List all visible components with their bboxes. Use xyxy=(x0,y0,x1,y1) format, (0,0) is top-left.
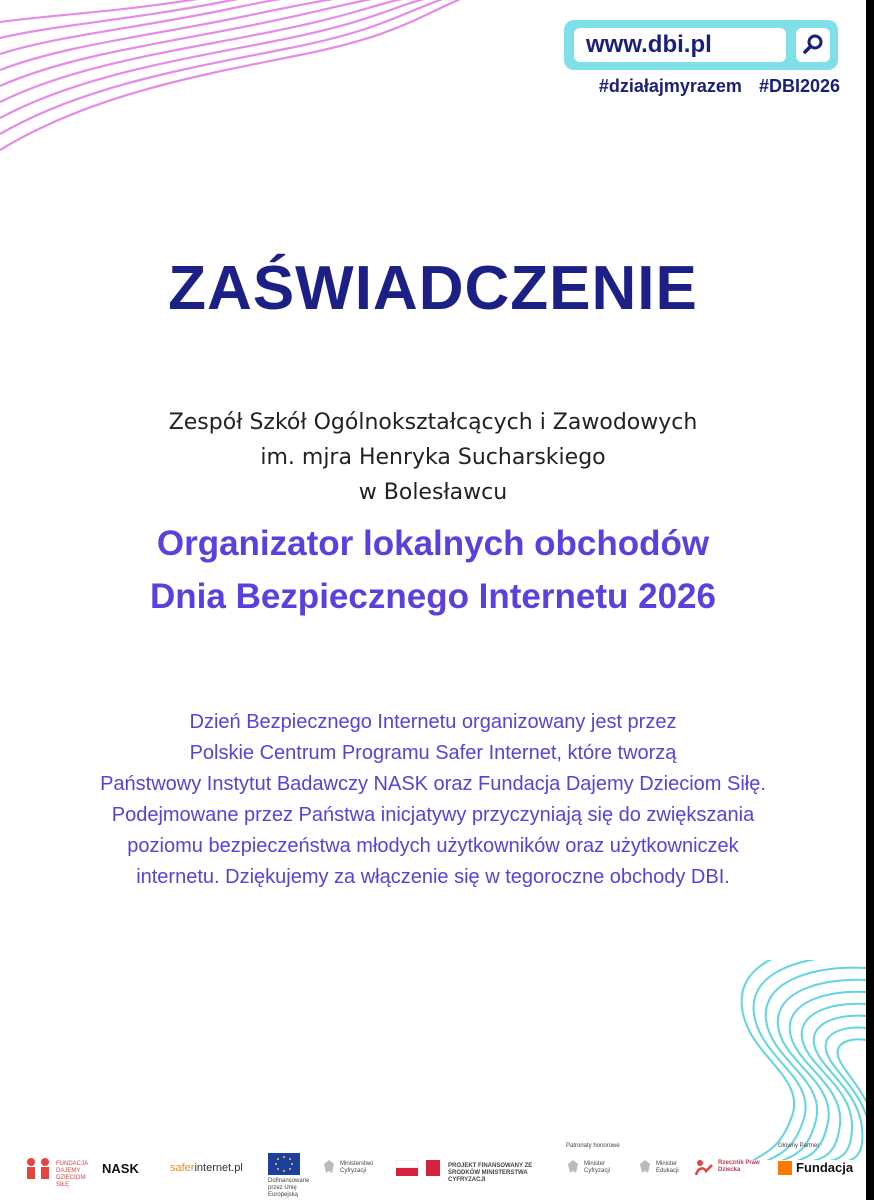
hashtags: #działajmyrazem #DBI2026 xyxy=(598,76,840,96)
description xyxy=(0,707,866,893)
eagle-emblem-icon xyxy=(322,1159,336,1175)
patronaty-label: Patronaty honorowe xyxy=(566,1143,620,1149)
decorative-waves-bottom-right xyxy=(666,960,866,1160)
organizer-role xyxy=(0,517,866,623)
minister-edukacji-logo: Minister Edukacji xyxy=(638,1159,652,1178)
rpd-emblem-icon xyxy=(694,1157,714,1177)
description-line: Dzień Bezpiecznego Internetu organizowany jest przez xyxy=(189,711,677,733)
eagle-emblem-icon xyxy=(638,1159,652,1175)
eu-flag-icon xyxy=(268,1153,300,1175)
nask-logo: NASK xyxy=(102,1161,139,1176)
school-line-1: Zespół Szkół Ogólnokształcących i Zawodowych xyxy=(168,410,698,435)
orange-fundacja-logo: Fundacja xyxy=(778,1161,792,1178)
search-icon xyxy=(796,28,830,62)
description-line: Państwowy Instytut Badawczy NASK oraz Fundacja Dajemy Dzieciom Siłę. xyxy=(100,773,766,795)
polish-flag-icon xyxy=(396,1160,440,1176)
rpd-logo: Rzecznik Praw Dziecka xyxy=(694,1157,714,1180)
screen-edge xyxy=(866,0,874,1200)
fdds-logo: FUNDACJA DAJEMY DZIECIOM SIŁĘ xyxy=(24,1157,54,1184)
decorative-waves-top-left xyxy=(0,0,480,160)
children-icon xyxy=(24,1157,54,1181)
minister-cyfryzacji-logo: Minister Cyfryzacji xyxy=(566,1159,580,1178)
certificate-title: ZAŚWIADCZENIE xyxy=(168,254,698,323)
partner-logos xyxy=(0,1135,866,1198)
orange-square-icon xyxy=(778,1161,792,1175)
website-url: www.dbi.pl xyxy=(574,28,786,62)
description-line: internetu. Dziękujemy za włączenie się w tegoroczne obchody DBI. xyxy=(136,866,730,888)
projekt-logo: PROJEKT FINANSOWANY ZE ŚRODKÓW MINISTERSTWA CYFRYZACJI xyxy=(396,1160,440,1179)
ministry-logo: Ministerstwo Cyfryzacji xyxy=(322,1159,336,1178)
website-search-box xyxy=(564,20,838,70)
school-name xyxy=(0,405,866,510)
description-line: Polskie Centrum Programu Safer Internet, które tworzą xyxy=(189,742,677,764)
school-line-2: im. mjra Henryka Sucharskiego xyxy=(260,445,606,470)
eagle-emblem-icon xyxy=(566,1159,580,1175)
saferinternet-logo: saferinternet.pl xyxy=(170,1162,243,1174)
school-line-3: w Bolesławcu xyxy=(358,480,508,505)
description-line: poziomu bezpieczeństwa młodych użytkowników oraz użytkowniczek xyxy=(127,835,739,857)
eu-logo: Dofinansowane przez Unię Europejską xyxy=(268,1153,308,1199)
glowny-partner-label: Główny Partner xyxy=(778,1143,820,1149)
role-line-2: Dnia Bezpiecznego Internetu 2026 xyxy=(150,577,716,616)
description-line: Podejmowane przez Państwa inicjatywy przyczyniają się do zwiększania xyxy=(111,804,755,826)
role-line-1: Organizator lokalnych obchodów xyxy=(156,524,710,563)
